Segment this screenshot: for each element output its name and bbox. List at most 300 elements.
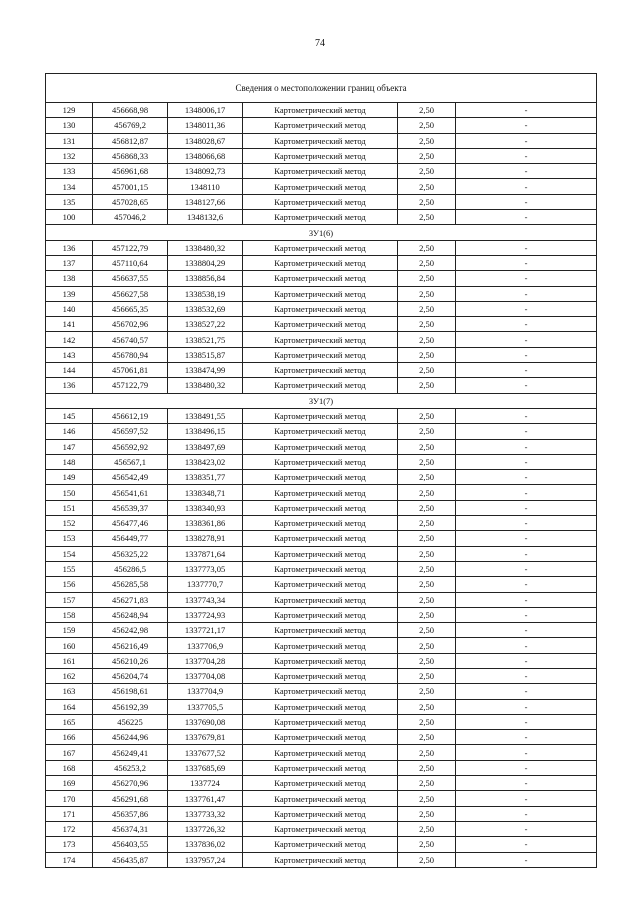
point-number-cell: 142 (46, 332, 93, 347)
point-number-cell: 154 (46, 546, 93, 561)
table-row (46, 623, 597, 638)
x-coordinate-cell: 456204,74 (93, 668, 168, 683)
accuracy-cell: 2,50 (398, 837, 456, 852)
accuracy-cell: 2,50 (398, 531, 456, 546)
description-cell: - (456, 760, 597, 775)
accuracy-cell: 2,50 (398, 776, 456, 791)
description-cell: - (456, 516, 597, 531)
accuracy-cell: 2,50 (398, 347, 456, 362)
description-cell: - (456, 118, 597, 133)
accuracy-cell: 2,50 (398, 363, 456, 378)
point-number-cell: 155 (46, 561, 93, 576)
accuracy-cell: 2,50 (398, 164, 456, 179)
x-coordinate-cell: 456539,37 (93, 500, 168, 515)
method-cell: Картометрический метод (243, 638, 398, 653)
method-cell: Картометрический метод (243, 164, 398, 179)
y-coordinate-cell: 1337733,32 (168, 806, 243, 821)
accuracy-cell: 2,50 (398, 454, 456, 469)
description-cell: - (456, 776, 597, 791)
table-row (46, 470, 597, 485)
point-number-cell: 162 (46, 668, 93, 683)
accuracy-cell: 2,50 (398, 301, 456, 316)
description-cell: - (456, 210, 597, 225)
x-coordinate-cell: 456542,49 (93, 470, 168, 485)
section-row (46, 225, 597, 240)
table-row (46, 607, 597, 622)
point-number-cell: 171 (46, 806, 93, 821)
y-coordinate-cell: 1337724,93 (168, 607, 243, 622)
method-cell: Картометрический метод (243, 424, 398, 439)
accuracy-cell: 2,50 (398, 653, 456, 668)
accuracy-cell: 2,50 (398, 607, 456, 622)
point-number-cell: 172 (46, 821, 93, 836)
method-cell: Картометрический метод (243, 194, 398, 209)
point-number-cell: 131 (46, 133, 93, 148)
point-number-cell: 151 (46, 500, 93, 515)
accuracy-cell: 2,50 (398, 133, 456, 148)
table-row (46, 852, 597, 867)
point-number-cell: 140 (46, 301, 93, 316)
table-row (46, 454, 597, 469)
x-coordinate-cell: 456668,98 (93, 103, 168, 118)
y-coordinate-cell: 1337706,9 (168, 638, 243, 653)
description-cell: - (456, 179, 597, 194)
point-number-cell: 170 (46, 791, 93, 806)
description-cell: - (456, 592, 597, 607)
table-row (46, 378, 597, 393)
method-cell: Картометрический метод (243, 852, 398, 867)
point-number-cell: 148 (46, 454, 93, 469)
table-row (46, 103, 597, 118)
table-row (46, 745, 597, 760)
description-cell: - (456, 194, 597, 209)
y-coordinate-cell: 1338423,02 (168, 454, 243, 469)
description-cell: - (456, 271, 597, 286)
point-number-cell: 136 (46, 378, 93, 393)
accuracy-cell: 2,50 (398, 255, 456, 270)
y-coordinate-cell: 1337679,81 (168, 730, 243, 745)
accuracy-cell: 2,50 (398, 210, 456, 225)
description-cell: - (456, 653, 597, 668)
method-cell: Картометрический метод (243, 699, 398, 714)
x-coordinate-cell: 456541,61 (93, 485, 168, 500)
y-coordinate-cell: 1338496,15 (168, 424, 243, 439)
accuracy-cell: 2,50 (398, 516, 456, 531)
table-row (46, 638, 597, 653)
table-row (46, 271, 597, 286)
method-cell: Картометрический метод (243, 653, 398, 668)
accuracy-cell: 2,50 (398, 638, 456, 653)
y-coordinate-cell: 1338521,75 (168, 332, 243, 347)
method-cell: Картометрический метод (243, 837, 398, 852)
method-cell: Картометрический метод (243, 347, 398, 362)
method-cell: Картометрический метод (243, 485, 398, 500)
point-number-cell: 158 (46, 607, 93, 622)
description-cell: - (456, 332, 597, 347)
method-cell: Картометрический метод (243, 454, 398, 469)
y-coordinate-cell: 1337721,17 (168, 623, 243, 638)
accuracy-cell: 2,50 (398, 332, 456, 347)
table-row (46, 118, 597, 133)
accuracy-cell: 2,50 (398, 546, 456, 561)
method-cell: Картометрический метод (243, 668, 398, 683)
y-coordinate-cell: 1338340,93 (168, 500, 243, 515)
description-cell: - (456, 103, 597, 118)
method-cell: Картометрический метод (243, 821, 398, 836)
y-coordinate-cell: 1348110 (168, 179, 243, 194)
y-coordinate-cell: 1337836,02 (168, 837, 243, 852)
accuracy-cell: 2,50 (398, 118, 456, 133)
x-coordinate-cell: 456192,39 (93, 699, 168, 714)
y-coordinate-cell: 1338538,19 (168, 286, 243, 301)
method-cell: Картометрический метод (243, 470, 398, 485)
point-number-cell: 167 (46, 745, 93, 760)
accuracy-cell: 2,50 (398, 317, 456, 332)
method-cell: Картометрический метод (243, 561, 398, 576)
y-coordinate-cell: 1348127,66 (168, 194, 243, 209)
accuracy-cell: 2,50 (398, 148, 456, 163)
table-row (46, 500, 597, 515)
method-cell: Картометрический метод (243, 363, 398, 378)
y-coordinate-cell: 1337677,52 (168, 745, 243, 760)
y-coordinate-cell: 1337871,64 (168, 546, 243, 561)
point-number-cell: 150 (46, 485, 93, 500)
method-cell: Картометрический метод (243, 730, 398, 745)
point-number-cell: 129 (46, 103, 93, 118)
table-caption: Сведения о местоположении границ объекта (46, 74, 597, 103)
description-cell: - (456, 821, 597, 836)
method-cell: Картометрический метод (243, 148, 398, 163)
point-number-cell: 141 (46, 317, 93, 332)
y-coordinate-cell: 1348132,6 (168, 210, 243, 225)
description-cell: - (456, 363, 597, 378)
y-coordinate-cell: 1337704,9 (168, 684, 243, 699)
table-row (46, 317, 597, 332)
description-cell: - (456, 546, 597, 561)
x-coordinate-cell: 456477,46 (93, 516, 168, 531)
x-coordinate-cell: 456271,83 (93, 592, 168, 607)
y-coordinate-cell: 1338278,91 (168, 531, 243, 546)
y-coordinate-cell: 1337761,47 (168, 791, 243, 806)
x-coordinate-cell: 456627,58 (93, 286, 168, 301)
method-cell: Картометрический метод (243, 317, 398, 332)
table-row (46, 776, 597, 791)
description-cell: - (456, 837, 597, 852)
y-coordinate-cell: 1337957,24 (168, 852, 243, 867)
y-coordinate-cell: 1337743,34 (168, 592, 243, 607)
accuracy-cell: 2,50 (398, 852, 456, 867)
x-coordinate-cell: 457122,79 (93, 240, 168, 255)
description-cell: - (456, 470, 597, 485)
table-row (46, 301, 597, 316)
y-coordinate-cell: 1337770,7 (168, 577, 243, 592)
point-number-cell: 135 (46, 194, 93, 209)
description-cell: - (456, 424, 597, 439)
accuracy-cell: 2,50 (398, 684, 456, 699)
method-cell: Картометрический метод (243, 271, 398, 286)
table-row (46, 791, 597, 806)
x-coordinate-cell: 456961,68 (93, 164, 168, 179)
x-coordinate-cell: 456357,86 (93, 806, 168, 821)
table-row (46, 363, 597, 378)
description-cell: - (456, 347, 597, 362)
table-row (46, 577, 597, 592)
x-coordinate-cell: 456612,19 (93, 408, 168, 423)
table-row (46, 194, 597, 209)
y-coordinate-cell: 1348006,17 (168, 103, 243, 118)
table-row (46, 424, 597, 439)
y-coordinate-cell: 1338804,29 (168, 255, 243, 270)
accuracy-cell: 2,50 (398, 561, 456, 576)
accuracy-cell: 2,50 (398, 424, 456, 439)
x-coordinate-cell: 456198,61 (93, 684, 168, 699)
x-coordinate-cell: 457110,64 (93, 255, 168, 270)
description-cell: - (456, 408, 597, 423)
method-cell: Картометрический метод (243, 301, 398, 316)
method-cell: Картометрический метод (243, 714, 398, 729)
description-cell: - (456, 317, 597, 332)
y-coordinate-cell: 1348011,36 (168, 118, 243, 133)
method-cell: Картометрический метод (243, 179, 398, 194)
page-number: 74 (315, 38, 325, 49)
accuracy-cell: 2,50 (398, 760, 456, 775)
accuracy-cell: 2,50 (398, 408, 456, 423)
y-coordinate-cell: 1338361,86 (168, 516, 243, 531)
y-coordinate-cell: 1338474,99 (168, 363, 243, 378)
table-row (46, 760, 597, 775)
x-coordinate-cell: 456740,57 (93, 332, 168, 347)
table-row (46, 531, 597, 546)
x-coordinate-cell: 456242,98 (93, 623, 168, 638)
x-coordinate-cell: 456702,96 (93, 317, 168, 332)
x-coordinate-cell: 456665,35 (93, 301, 168, 316)
accuracy-cell: 2,50 (398, 439, 456, 454)
description-cell: - (456, 806, 597, 821)
x-coordinate-cell: 457061,81 (93, 363, 168, 378)
y-coordinate-cell: 1348066,68 (168, 148, 243, 163)
y-coordinate-cell: 1337685,69 (168, 760, 243, 775)
point-number-cell: 137 (46, 255, 93, 270)
method-cell: Картометрический метод (243, 133, 398, 148)
description-cell: - (456, 531, 597, 546)
x-coordinate-cell: 456216,49 (93, 638, 168, 653)
x-coordinate-cell: 456374,31 (93, 821, 168, 836)
point-number-cell: 160 (46, 638, 93, 653)
method-cell: Картометрический метод (243, 210, 398, 225)
x-coordinate-cell: 456597,52 (93, 424, 168, 439)
y-coordinate-cell: 1337773,05 (168, 561, 243, 576)
accuracy-cell: 2,50 (398, 592, 456, 607)
method-cell: Картометрический метод (243, 791, 398, 806)
point-number-cell: 147 (46, 439, 93, 454)
x-coordinate-cell: 456285,58 (93, 577, 168, 592)
accuracy-cell: 2,50 (398, 286, 456, 301)
description-cell: - (456, 714, 597, 729)
table-row (46, 821, 597, 836)
method-cell: Картометрический метод (243, 806, 398, 821)
method-cell: Картометрический метод (243, 623, 398, 638)
accuracy-cell: 2,50 (398, 485, 456, 500)
y-coordinate-cell: 1338491,55 (168, 408, 243, 423)
table-row (46, 164, 597, 179)
method-cell: Картометрический метод (243, 408, 398, 423)
point-number-cell: 144 (46, 363, 93, 378)
method-cell: Картометрический метод (243, 577, 398, 592)
table-row (46, 730, 597, 745)
method-cell: Картометрический метод (243, 592, 398, 607)
description-cell: - (456, 500, 597, 515)
y-coordinate-cell: 1338480,32 (168, 240, 243, 255)
x-coordinate-cell: 456567,1 (93, 454, 168, 469)
point-number-cell: 138 (46, 271, 93, 286)
method-cell: Картометрический метод (243, 516, 398, 531)
x-coordinate-cell: 457001,15 (93, 179, 168, 194)
x-coordinate-cell: 456291,68 (93, 791, 168, 806)
method-cell: Картометрический метод (243, 760, 398, 775)
description-cell: - (456, 638, 597, 653)
table-row (46, 286, 597, 301)
table-row (46, 684, 597, 699)
accuracy-cell: 2,50 (398, 668, 456, 683)
point-number-cell: 146 (46, 424, 93, 439)
description-cell: - (456, 133, 597, 148)
description-cell: - (456, 240, 597, 255)
accuracy-cell: 2,50 (398, 103, 456, 118)
point-number-cell: 169 (46, 776, 93, 791)
description-cell: - (456, 286, 597, 301)
method-cell: Картометрический метод (243, 546, 398, 561)
point-number-cell: 152 (46, 516, 93, 531)
description-cell: - (456, 730, 597, 745)
description-cell: - (456, 439, 597, 454)
x-coordinate-cell: 456253,2 (93, 760, 168, 775)
table-row (46, 546, 597, 561)
x-coordinate-cell: 456449,77 (93, 531, 168, 546)
accuracy-cell: 2,50 (398, 623, 456, 638)
description-cell: - (456, 852, 597, 867)
method-cell: Картометрический метод (243, 378, 398, 393)
description-cell: - (456, 577, 597, 592)
point-number-cell: 164 (46, 699, 93, 714)
description-cell: - (456, 301, 597, 316)
y-coordinate-cell: 1338497,69 (168, 439, 243, 454)
y-coordinate-cell: 1337705,5 (168, 699, 243, 714)
accuracy-cell: 2,50 (398, 806, 456, 821)
y-coordinate-cell: 1338480,32 (168, 378, 243, 393)
method-cell: Картометрический метод (243, 332, 398, 347)
description-cell: - (456, 164, 597, 179)
x-coordinate-cell: 456244,96 (93, 730, 168, 745)
boundary-coordinates-table (45, 73, 597, 868)
y-coordinate-cell: 1338351,77 (168, 470, 243, 485)
x-coordinate-cell: 456403,55 (93, 837, 168, 852)
method-cell: Картометрический метод (243, 439, 398, 454)
point-number-cell: 163 (46, 684, 93, 699)
point-number-cell: 139 (46, 286, 93, 301)
x-coordinate-cell: 456286,5 (93, 561, 168, 576)
point-number-cell: 100 (46, 210, 93, 225)
method-cell: Картометрический метод (243, 607, 398, 622)
point-number-cell: 143 (46, 347, 93, 362)
table-row (46, 806, 597, 821)
table-row (46, 210, 597, 225)
x-coordinate-cell: 456249,41 (93, 745, 168, 760)
method-cell: Картометрический метод (243, 255, 398, 270)
table-row (46, 179, 597, 194)
point-number-cell: 133 (46, 164, 93, 179)
table-row (46, 592, 597, 607)
table-row (46, 408, 597, 423)
method-cell: Картометрический метод (243, 103, 398, 118)
description-cell: - (456, 255, 597, 270)
description-cell: - (456, 607, 597, 622)
method-cell: Картометрический метод (243, 776, 398, 791)
table-row (46, 439, 597, 454)
table-row (46, 240, 597, 255)
x-coordinate-cell: 456812,87 (93, 133, 168, 148)
x-coordinate-cell: 456769,2 (93, 118, 168, 133)
description-cell: - (456, 791, 597, 806)
accuracy-cell: 2,50 (398, 378, 456, 393)
x-coordinate-cell: 456325,22 (93, 546, 168, 561)
table-row (46, 837, 597, 852)
accuracy-cell: 2,50 (398, 179, 456, 194)
x-coordinate-cell: 456210,26 (93, 653, 168, 668)
method-cell: Картометрический метод (243, 240, 398, 255)
description-cell: - (456, 378, 597, 393)
accuracy-cell: 2,50 (398, 500, 456, 515)
y-coordinate-cell: 1337704,28 (168, 653, 243, 668)
table-row (46, 485, 597, 500)
accuracy-cell: 2,50 (398, 194, 456, 209)
point-number-cell: 136 (46, 240, 93, 255)
y-coordinate-cell: 1338532,69 (168, 301, 243, 316)
table-row (46, 133, 597, 148)
accuracy-cell: 2,50 (398, 745, 456, 760)
y-coordinate-cell: 1338348,71 (168, 485, 243, 500)
table-row (46, 255, 597, 270)
point-number-cell: 174 (46, 852, 93, 867)
description-cell: - (456, 745, 597, 760)
table-row (46, 714, 597, 729)
accuracy-cell: 2,50 (398, 821, 456, 836)
section-title: ЗУ1(7) (46, 393, 597, 408)
y-coordinate-cell: 1337724 (168, 776, 243, 791)
method-cell: Картометрический метод (243, 286, 398, 301)
point-number-cell: 157 (46, 592, 93, 607)
accuracy-cell: 2,50 (398, 714, 456, 729)
point-number-cell: 161 (46, 653, 93, 668)
accuracy-cell: 2,50 (398, 577, 456, 592)
x-coordinate-cell: 456270,96 (93, 776, 168, 791)
x-coordinate-cell: 457028,65 (93, 194, 168, 209)
description-cell: - (456, 561, 597, 576)
point-number-cell: 166 (46, 730, 93, 745)
y-coordinate-cell: 1337690,08 (168, 714, 243, 729)
method-cell: Картометрический метод (243, 684, 398, 699)
table-row (46, 699, 597, 714)
x-coordinate-cell: 456225 (93, 714, 168, 729)
description-cell: - (456, 699, 597, 714)
accuracy-cell: 2,50 (398, 730, 456, 745)
table-row (46, 653, 597, 668)
point-number-cell: 159 (46, 623, 93, 638)
method-cell: Картометрический метод (243, 531, 398, 546)
description-cell: - (456, 148, 597, 163)
description-cell: - (456, 454, 597, 469)
y-coordinate-cell: 1337726,32 (168, 821, 243, 836)
accuracy-cell: 2,50 (398, 240, 456, 255)
